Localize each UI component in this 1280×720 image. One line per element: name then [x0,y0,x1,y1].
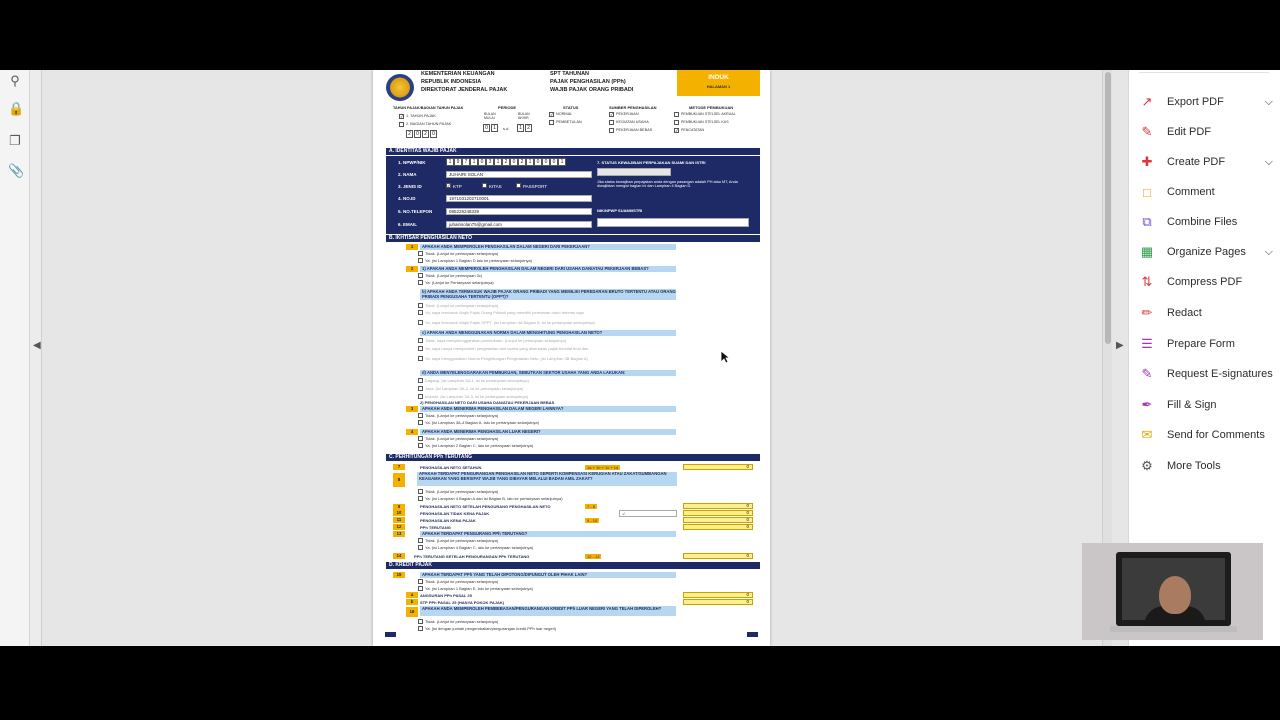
export-pdf-icon: ↗ [1141,94,1153,109]
neto-setahun-label: PENGHASILAN NETO SETAHUN [420,465,482,470]
sumber-bebas-label: PEKERJAAN BEBAS [616,128,653,132]
status-pembetulan-label: PEMBETULAN [556,120,582,124]
tool-more-tools[interactable] [1139,454,1279,478]
npwp-digit: 2 [518,158,526,166]
question-number: 3 [406,406,418,412]
tool-label: Organize Pages [1167,246,1246,258]
answer-checkbox[interactable] [418,538,423,543]
combine-files-icon: ⧉ [1142,214,1152,229]
answer-label: Ya. (Lanjut ke Pertanyaan selanjutnya) [425,280,494,285]
answer-label: Tidak. (Lanjut ke pertanyaan 3c) [425,273,483,278]
identitas-panel [386,156,760,234]
tool-redact[interactable] [1139,301,1279,325]
answer-checkbox[interactable] [418,258,423,263]
tool-label: Edit PDF [1167,126,1212,138]
nama-label: 2. NAMA [398,172,417,177]
answer-label: Ya. (isi Lampiran 1 Bagian E, lalu ke pertanyaan selanjutnya) [425,586,533,591]
ministry-name: KEMENTERIAN KEUANGAN REPUBLIK INDONESIA DIREKTORAT JENDERAL PAJAK [421,71,508,93]
pengurangan-neto-question: APAKAH TERDAPAT PENGURANGAN PENGHASILAN NETO SEPERTI KOMPENSASI KERUGIAN ATAU ZAKAT/SUMBANGAN KEAGAMAAN YANG BERSIFAT WAJIB YANG DIBAYAR MELALUI BADAN AMIL ZAKAT? [417,472,677,486]
stp-field[interactable]: 0 [683,599,753,605]
answer-label: Jasa. (isi Lampiran 3A-2, isi ke pertanyaan selanjutnya) [425,386,524,391]
neto-setelah-pengurang-field[interactable]: 0 [683,503,753,509]
year-digit: 0 [414,130,421,138]
status-note: Jika status kewajiban perpajakan anda dengan pasangan adalah PH atau MT, Anda diwajibkan mengisi bagian ini dan Lampiran 4 Bagian D. [597,180,738,188]
metode-kas-label: PEMBUKUAN STELSEL KAS [681,120,729,124]
tool-label: More Tools [1167,460,1221,472]
tool-request-e-signatures[interactable] [1139,362,1279,386]
npwp-digit: 0 [550,158,558,166]
answer-checkbox[interactable] [418,273,423,278]
neto-setahun-field[interactable]: 0 [683,464,753,470]
status-kewajiban-label: 7. STATUS KEWAJIBAN PERPAJAKAN SUAMI DAN ISTRI [597,160,706,165]
answer-label: Ya, saya termasuk Wajib Pajak OPPT. (isi Lampiran 4A Bagian B, isi ke pertanyaan selanjutnya) [425,320,595,325]
pph-setelah-pengurang-field[interactable]: 0 [683,553,753,559]
row-number: 10 [393,510,405,516]
nama-field[interactable]: JUHAIRI SOLAN [446,171,592,178]
tool-label: Prepare Form [1167,338,1235,350]
angsuran-label: ANGSURAN PPh PASAL 25 [420,593,472,598]
question-2d: d) ANDA MENYELENGGARAKAN PEMBUKUAN, SEBUTKAN SEKTOR USAHA YANG ANDA LAKUKAN: [420,370,676,376]
answer-checkbox[interactable] [418,310,423,315]
question-2: 1) APAKAH ANDA MEMPEROLEH PENGHASILAN DALAM NEGERI DARI USAHA DAN/ATAU PEKERJAAN BEBAS? [420,266,676,272]
sumber-header: SUMBER PENGHASILAN [609,105,657,110]
npwp-digit: 0 [534,158,542,166]
row-number: 9 [393,504,405,510]
jenis-id-label: 3. JENIS ID [398,184,422,189]
npwp-digit: 0 [478,158,486,166]
year-digit: 2 [422,130,429,138]
scrollbar-thumb[interactable] [1105,72,1111,344]
answer-label: Ya, saya termasuk Wajib Pajak Orang Pribadi yang memiliki peredaran bruto tertentu saja [425,310,584,315]
angsuran-field[interactable]: 0 [683,592,753,598]
period-end-digit[interactable]: 2 [525,124,532,132]
answer-label: Tidak. (Lanjut ke pertanyaan selanjutnya) [425,436,499,441]
chevron-down-icon[interactable]: ⌵ [1264,245,1273,258]
tool-label: Export PDF [1167,96,1224,108]
metode-header: METODE PEMBUKUAN [689,105,734,110]
npwp-digit: 3 [486,158,494,166]
left-gutter [30,70,42,646]
bulan-mulai-label: BULAN MULAI [484,112,496,120]
compress-pdf-icon: ⇅ [1141,274,1153,289]
answer-checkbox[interactable] [418,280,423,285]
status-pembetulan-checkbox[interactable] [549,120,554,125]
tool-label: Send for Comments [1167,429,1265,441]
tahun-pajak-checkbox[interactable]: ✓ [400,114,404,119]
npwp-digit: 0 [510,158,518,166]
panel-divider [1139,72,1269,73]
tool-organize-pages[interactable] [1139,240,1279,264]
section-d-header: D. KREDIT PAJAK [386,562,760,569]
row-number: 16 [406,607,418,617]
npwp-digit: 2 [502,158,510,166]
bagian-tahun-checkbox[interactable] [399,122,404,127]
row-number: 15 [393,572,405,578]
metode-akrual-label: PEMBUKUAN STELSEL AKRUAL [681,112,736,116]
answer-checkbox[interactable] [418,394,423,399]
ministry-logo [386,74,414,101]
no-id-field[interactable]: 1971031202710001 [446,195,592,202]
row-letter: a [406,592,418,598]
tool-label: Create PDF [1167,156,1226,168]
status-header: STATUS [563,105,579,110]
answer-label: Ya, saya menggunakan Norma Penghitungan Penghasilan Neto. (isi Lampiran 3B Bagian A) [425,356,588,361]
npwp-digit: 9 [454,158,462,166]
answer-checkbox[interactable] [418,545,423,550]
tool-send-for-comments[interactable] [1139,423,1279,447]
metode-akrual-checkbox[interactable] [674,112,679,117]
npwp-digit: 1 [494,158,502,166]
jenis-id-ktp-label: KTP [453,184,462,189]
send-for-comments-icon: ✉ [1141,427,1153,442]
tool-prepare-form[interactable] [1139,332,1279,356]
question-1: APAKAH ANDA MEMPEROLEH PENGHASILAN DALAM NEGERI DARI PEKERJAAN? [420,244,676,250]
npwp-digit: 1 [558,158,566,166]
year-digit: 2 [406,130,413,138]
presenter-face [1159,576,1191,614]
section-b-header: B. IKHTISAR PENGHASILAN NETO [386,235,760,242]
jenis-id-passport-label: PASSPORT [523,184,548,189]
pph-terutang-field[interactable]: 0 [683,524,753,530]
answer-checkbox[interactable] [418,579,423,584]
pph-terutang-label: PPh TERUTANG [420,525,451,530]
pph-dipotong-question: APAKAH TERDAPAT PPh YANG TELAH DIPOTONG/DIPUNGUT OLEH PIHAK LAIN? [420,572,676,578]
induk-badge: INDUK HALAMAN 1 [677,70,760,96]
question-4: APAKAH ANDA MENERIMA PENGHASILAN LUAR NEGERI? [420,429,676,435]
collapse-right-panel-icon[interactable]: ▶ [1116,340,1124,351]
periode-header: PERIODE [498,105,517,110]
sumber-usaha-label: KEGIATAN USAHA [616,120,649,124]
row-number: 11 [393,517,405,523]
form-header [373,70,770,104]
ptkp-select[interactable]: -/- [619,510,677,517]
tool-label: Fill & Sign [1167,399,1217,411]
answer-label: Tidak. (Lanjut ke pertanyaan selanjutnya) [425,303,499,308]
form-title: SPT TAHUNAN PAJAK PENGHASILAN (PPh) WAJIB PAJAK ORANG PRIBADI [550,71,634,93]
status-kewajiban-select[interactable] [597,168,671,176]
metode-kas-checkbox[interactable] [674,120,679,125]
comment-icon: □ [1143,184,1151,200]
row-letter: b [406,599,418,605]
pdf-page [373,70,770,646]
chevron-down-icon[interactable]: ⌵ [1264,95,1273,108]
formula-label: 9 - 10 [587,518,598,523]
request-esignatures-icon: ✎ [1141,366,1153,381]
npwp-pasangan-input[interactable] [597,218,749,227]
left-navigation-bar [0,70,30,646]
bagian-tahun-label: 2. BAGIAN TAHUN PAJAK [406,122,452,126]
answer-checkbox[interactable] [418,443,423,448]
answer-checkbox[interactable] [418,436,423,441]
answer-label: Ya, saya hanya memperoleh penghasilan dari usaha yang dikenakan pajak bersifat final dan [425,346,589,351]
question-number: 4 [406,429,418,435]
page-registration-mark [747,632,758,637]
question-number: 1 [406,244,418,250]
row-number: 13 [393,531,405,537]
penghasilan-neto-usaha-label: 2) PENGHASILAN NETO DARI USAHA DAN/ATAU PEKERJAAN BEBAS [420,400,555,405]
answer-label: Tidak. (Lanjut ke pertanyaan selanjutnya) [425,413,499,418]
answer-checkbox[interactable] [418,378,423,383]
tool-export-pdf[interactable] [1139,90,1279,114]
stp-label: STP PPh PASAL 25 (HANYA POKOK PAJAK) [420,600,505,605]
tool-create-pdf[interactable] [1139,150,1279,174]
answer-label: Ya. (isi Lampiran 4 Bagian C, lalu ke pertanyaan selanjutnya) [425,545,534,550]
answer-label: Tidak. (Lanjut ke pertanyaan selanjutnya) [425,251,499,256]
period-end-digit[interactable]: 1 [517,124,524,132]
answer-checkbox[interactable] [418,619,423,624]
ptkp-label: PENGHASILAN TIDAK KENA PAJAK [420,511,490,516]
attachment-icon[interactable]: 📎 [8,163,25,178]
answer-label: Tidak. (Lanjut ke pertanyaan selanjutnya) [425,579,499,584]
collapse-left-panel-icon[interactable]: ◀ [33,340,41,351]
npwp-digit: 1 [470,158,478,166]
webcam-overlay [1082,543,1263,640]
row-number: 8 [393,473,405,487]
row-number: 14 [393,553,405,559]
sumber-pekerjaan-label: PEKERJAAN [616,112,639,116]
jenis-id-kitas-checkbox[interactable] [482,183,487,188]
tool-edit-pdf[interactable] [1139,120,1279,144]
pkp-label: PENGHASILAN KENA PAJAK [420,518,476,523]
redact-icon: ✏ [1141,305,1153,320]
tool-comment[interactable] [1139,180,1279,204]
lock-icon[interactable]: 🔒 [8,101,25,116]
tool-label: Compress PDF [1167,276,1243,288]
page-registration-mark [385,632,396,637]
create-pdf-icon: ✚ [1141,154,1153,169]
laptop [1116,552,1231,626]
row-number: 7 [393,464,405,470]
answer-checkbox[interactable] [418,251,423,256]
pengurang-pph-question: APAKAH TERDAPAT PENGURANG PPh TERUTANG? [420,531,676,537]
answer-checkbox[interactable] [418,413,423,418]
chevron-down-icon[interactable]: ⌵ [1264,155,1273,168]
answer-label: Dagang. (isi Lampiran 3A-1, isi ke pertanyaan selanjutnya) [425,378,529,383]
search-icon[interactable]: ⚲ [10,73,20,88]
answer-checkbox[interactable] [418,338,423,343]
period-start-digit[interactable]: 1 [491,124,498,132]
answer-label: Industri. (isi Lampiran 3A-3, isi ke pertanyaan selanjutnya) [425,394,528,399]
answer-label: Ya. (isi Lampiran 4 Bagian A dan isi Bagian B, lalu ke pertanyaan selanjutnya) [425,496,563,501]
answer-label: Tidak. (Lanjut ke pertanyaan selanjutnya) [425,489,499,494]
no-id-label: 4. NO.ID [398,196,416,201]
no-telepon-field[interactable]: 085229248339 [446,208,592,215]
email-field[interactable]: juhairisolan75@gmail.com [446,221,592,228]
metode-pencatatan-checkbox[interactable]: ✓ [675,128,679,133]
sumber-usaha-checkbox[interactable] [609,120,614,125]
formula-label: 1a + 1b + 1c + 1d [587,465,619,470]
copy-icon[interactable]: ❐ [9,133,21,148]
answer-label: Tidak, saya menyelenggarakan pembukuan. (Lanjut ke pertanyaan selanjutnya) [425,338,567,343]
answer-checkbox[interactable] [418,356,423,361]
question-3: APAKAH ANDA MENERIMA PENGHASILAN DALAM NEGERI LAINNYA? [420,406,676,412]
ptkp-field[interactable]: 0 [683,510,753,516]
neto-setelah-pengurang-label: PENGHASILAN NETO SETELAH PENGURANG PENGHASILAN NETO [420,504,551,509]
tool-label: Combine Files [1167,216,1238,228]
answer-label: Ya. (isi Lampiran 3A-4 Bagian A, lalu ke pertanyaan selanjutnya) [425,420,539,425]
npwp-digit: 0 [542,158,550,166]
bulan-akhir-label: BULAN AKHIR [518,112,530,120]
npwp-digit: 1 [526,158,534,166]
kredit-ln-question: APAKAH ANDA MEMPEROLEH PEMBEBASAN/PENGURANGAN KREDIT PPh LUAR NEGERI YANG TELAH DIPEROLEH? [420,606,676,616]
answer-checkbox[interactable] [418,626,423,631]
jenis-id-ktp-checkbox[interactable]: ✓ [447,183,451,188]
answer-label: Ya. (isi dengan jumlah pengembalian/pengurangan kredit PPh luar negeri) [425,626,557,631]
answer-checkbox[interactable] [418,303,423,308]
question-2c: c) APAKAH ANDA MENGGUNAKAN NORMA DALAM MENGHITUNG PENGHASILAN NETO? [420,330,676,336]
tool-label: Comment [1167,186,1215,198]
tahun-pajak-header: TAHUN PAJAK/BAGIAN TAHUN PAJAK [393,106,464,110]
period-separator: s.d. [503,126,510,131]
npwp-pasangan-label: NIK/NPWP SUAMI/ISTRI [597,208,643,213]
answer-label: Tidak. (Lanjut ke pertanyaan selanjutnya) [425,538,499,543]
email-label: 6. EMAIL [398,222,418,227]
answer-label: Ya. (isi Lampiran 1 Bagian D lalu ke pertanyaan selanjutnya) [425,258,533,263]
tahun-pajak-label: 1. TAHUN PAJAK [406,114,436,118]
question-2b: b) APAKAH ANDA TERMASUK WAJIB PAJAK ORANG PRIBADI YANG MEMILIKI PEREDARAN BRUTO TERTENTU ATAU ORANG PRIBADI PENGUSAHA TERTENTU (OPPT)? [422,289,676,299]
section-c-header: C. PERHITUNGAN PPh TERUTANG [386,454,760,461]
edit-pdf-icon: ✎ [1141,124,1153,139]
section-a-header: A. IDENTITAS WAJIB PAJAK [386,148,760,155]
question-number: 2 [406,266,418,272]
answer-checkbox[interactable] [418,586,423,591]
tool-label: Redact [1167,307,1202,319]
answer-checkbox[interactable] [418,386,423,391]
period-start-digit[interactable]: 0 [483,124,490,132]
answer-checkbox[interactable] [418,489,423,494]
npwp-digit: 1 [446,158,454,166]
year-digit: 0 [430,130,437,138]
more-tools-icon: ⚙ [1141,458,1153,473]
organize-pages-icon: ▦ [1140,244,1154,259]
tool-label: Request E-signatures [1167,368,1273,380]
status-normal-label: NORMAL [556,112,573,116]
tool-combine-files[interactable] [1139,210,1279,234]
formula-label: 7 - 8 [587,504,596,509]
jenis-id-passport-checkbox[interactable] [516,183,521,188]
status-normal-checkbox[interactable]: ✓ [550,112,554,117]
jenis-id-kitas-label: KITAS [489,184,502,189]
tool-fill-sign[interactable] [1139,393,1279,417]
answer-label: Ya. (isi Lampiran 2 Bagian C, lalu ke pertanyaan selanjutnya) [425,443,534,448]
pph-setelah-pengurang-label: PPh TERUTANG SETELAH PENGURANGAN PPh TERUTANG [414,554,530,559]
npwp-label: 1. NPWP/NIK [398,160,426,165]
answer-label: Tidak. (Lanjut ke pertanyaan selanjutnya) [425,619,499,624]
no-telepon-label: 5. NO.TELEPON [398,209,433,214]
answer-checkbox[interactable] [418,420,423,425]
fill-sign-icon: ✒ [1141,397,1153,412]
answer-checkbox[interactable] [418,346,423,351]
pkp-field[interactable]: 0 [683,517,753,523]
row-number: 12 [393,524,405,530]
sumber-bebas-checkbox[interactable] [609,128,614,133]
sumber-pekerjaan-checkbox[interactable]: ✓ [610,112,614,117]
npwp-digit: 7 [462,158,470,166]
prepare-form-icon: ☰ [1141,336,1153,351]
answer-checkbox[interactable] [418,320,423,325]
laptop-base [1110,626,1237,632]
answer-checkbox[interactable] [418,496,423,501]
metode-pencatatan-label: PENCATATAN [681,128,705,132]
formula-label: 12 - 13 [587,554,600,559]
laptop-screen [1122,558,1225,620]
mouse-cursor-icon [720,350,730,364]
tool-compress-pdf[interactable] [1139,270,1279,294]
